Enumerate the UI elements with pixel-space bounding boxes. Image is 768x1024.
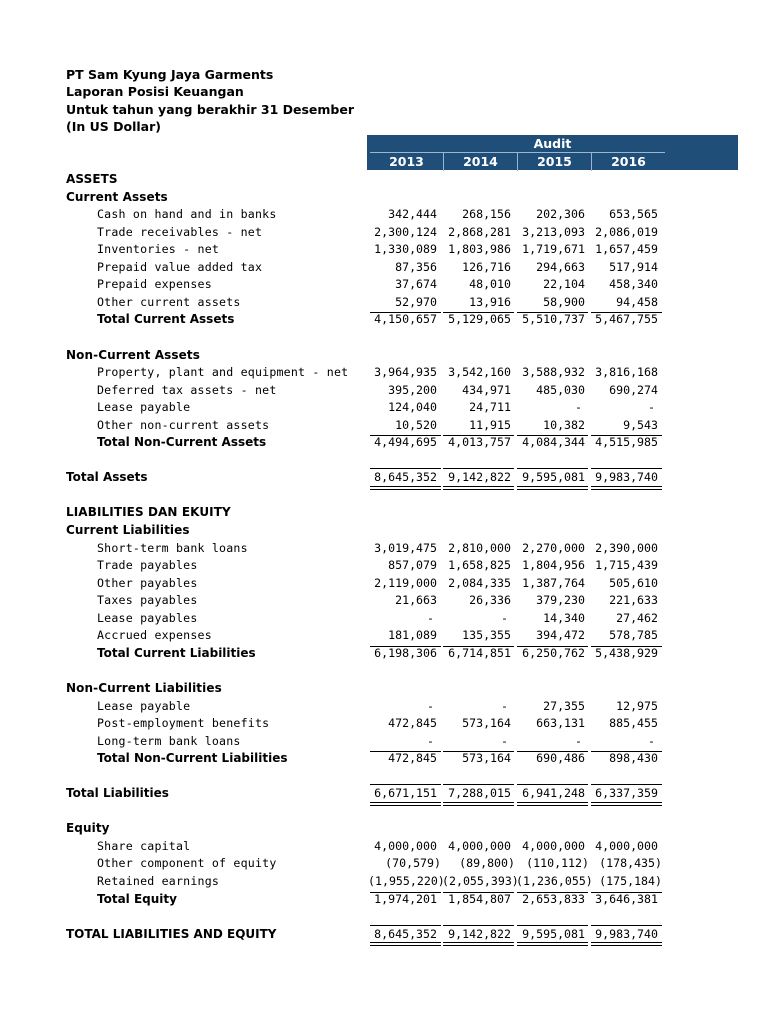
cell-2016: 578,785 bbox=[609, 628, 658, 643]
table-row bbox=[0, 873, 768, 891]
section-heading-row bbox=[0, 504, 768, 522]
subtotal-rule bbox=[591, 892, 662, 893]
total-double-rule bbox=[370, 942, 441, 946]
total-top-rule bbox=[591, 468, 662, 469]
cell-2016: 9,543 bbox=[623, 417, 658, 432]
subtotal-rule bbox=[443, 751, 514, 752]
cell-2015: 485,030 bbox=[536, 382, 585, 397]
cell-2013: 4,494,695 bbox=[374, 435, 437, 450]
subtotal-rule bbox=[517, 312, 588, 313]
cell-2016: 898,430 bbox=[609, 751, 658, 766]
total-top-rule bbox=[370, 784, 441, 785]
row-label-lease-payable: Lease payable bbox=[97, 400, 191, 415]
total-row bbox=[0, 750, 768, 768]
total-top-rule bbox=[370, 925, 441, 926]
table-row bbox=[0, 206, 768, 224]
table-row bbox=[0, 276, 768, 294]
total-row bbox=[0, 785, 768, 803]
cell-2016: 9,983,740 bbox=[595, 926, 658, 941]
cell-2015: 9,595,081 bbox=[522, 926, 585, 941]
cell-2014: 26,336 bbox=[469, 593, 511, 608]
total-double-rule bbox=[517, 942, 588, 946]
subtotal-rule bbox=[517, 892, 588, 893]
cell-2014: 2,868,281 bbox=[448, 224, 511, 239]
row-label-short-term-bank-loans: Short-term bank loans bbox=[97, 540, 248, 555]
spacer-row bbox=[0, 452, 768, 470]
section-heading-row bbox=[0, 171, 768, 189]
row-label-inventories-net: Inventories - net bbox=[97, 242, 220, 257]
audit-group-label: Audit bbox=[533, 136, 572, 151]
table-row bbox=[0, 364, 768, 382]
cell-2014: 48,010 bbox=[469, 277, 511, 292]
cell-2016: 885,455 bbox=[609, 716, 658, 731]
table-row bbox=[0, 399, 768, 417]
cell-2013: 472,845 bbox=[388, 751, 437, 766]
subtotal-rule bbox=[443, 892, 514, 893]
table-row bbox=[0, 838, 768, 856]
table-row bbox=[0, 259, 768, 277]
row-label-deferred-tax-assets-net: Deferred tax assets - net bbox=[97, 382, 277, 397]
table-row bbox=[0, 698, 768, 716]
spacer-row bbox=[0, 662, 768, 680]
cell-2014: 126,716 bbox=[462, 259, 511, 274]
table-row bbox=[0, 417, 768, 435]
cell-2016: 6,337,359 bbox=[595, 786, 658, 801]
cell-2013: - bbox=[427, 733, 434, 748]
cell-2015: 3,588,932 bbox=[522, 365, 585, 380]
cell-2013: 1,330,089 bbox=[374, 242, 437, 257]
row-label-current-assets: Current Assets bbox=[66, 189, 168, 204]
cell-2016: - bbox=[648, 400, 655, 415]
subtotal-rule bbox=[591, 312, 662, 313]
row-label-total-non-current-liabilities: Total Non-Current Liabilities bbox=[97, 751, 288, 766]
row-label-total-liabilities: Total Liabilities bbox=[66, 786, 169, 801]
subtotal-rule bbox=[443, 646, 514, 647]
table-row bbox=[0, 382, 768, 400]
cell-2013: 21,663 bbox=[395, 593, 437, 608]
cell-2015: 2,270,000 bbox=[522, 540, 585, 555]
cell-2014: 434,971 bbox=[462, 382, 511, 397]
cell-2015: 1,387,764 bbox=[522, 575, 585, 590]
cell-2013: 6,198,306 bbox=[374, 645, 437, 660]
table-row bbox=[0, 241, 768, 259]
row-label-accrued-expenses: Accrued expenses bbox=[97, 628, 212, 643]
cell-2016: 94,458 bbox=[616, 294, 658, 309]
total-double-rule bbox=[591, 942, 662, 946]
cell-2016: 27,462 bbox=[616, 610, 658, 625]
cell-2013: 472,845 bbox=[388, 716, 437, 731]
statement-title: Laporan Posisi Keuangan bbox=[66, 84, 244, 99]
cell-2013: 1,974,201 bbox=[374, 891, 437, 906]
row-label-trade-receivables-net: Trade receivables - net bbox=[97, 224, 263, 239]
subtotal-rule bbox=[517, 751, 588, 752]
row-label-property-plant-and-equipment-net: Property, plant and equipment - net bbox=[97, 365, 349, 380]
section-heading-row bbox=[0, 820, 768, 838]
row-label-other-non-current-assets: Other non-current assets bbox=[97, 417, 270, 432]
cell-2015: - bbox=[575, 733, 582, 748]
total-row bbox=[0, 891, 768, 909]
row-label-total-current-assets: Total Current Assets bbox=[97, 312, 235, 327]
cell-2014: (2,055,393) bbox=[442, 874, 519, 888]
cell-2014: 1,803,986 bbox=[448, 242, 511, 257]
cell-2014: 2,084,335 bbox=[448, 575, 511, 590]
cell-2016: 690,274 bbox=[609, 382, 658, 397]
cell-2015: 379,230 bbox=[536, 593, 585, 608]
table-row bbox=[0, 575, 768, 593]
subtotal-rule bbox=[591, 751, 662, 752]
subtotal-rule bbox=[370, 892, 441, 893]
row-label-current-liabilities: Current Liabilities bbox=[66, 523, 190, 537]
cell-2016: 2,086,019 bbox=[595, 224, 658, 239]
total-row bbox=[0, 926, 768, 944]
total-row bbox=[0, 469, 768, 487]
subtotal-rule bbox=[517, 435, 588, 436]
cell-2016: 4,515,985 bbox=[595, 435, 658, 450]
cell-2016: (178,435) bbox=[599, 856, 662, 871]
cell-2014: 573,164 bbox=[462, 751, 511, 766]
spacer-row bbox=[0, 803, 768, 821]
total-top-rule bbox=[443, 925, 514, 926]
cell-2016: 4,000,000 bbox=[595, 838, 658, 853]
table-row bbox=[0, 294, 768, 312]
row-label-equity: Equity bbox=[66, 821, 110, 836]
row-label-total-liabilities-and-equity: TOTAL LIABILITIES AND EQUITY bbox=[66, 926, 277, 941]
cell-2013: 2,119,000 bbox=[374, 575, 437, 590]
cell-2013: 10,520 bbox=[395, 417, 437, 432]
cell-2013: 857,079 bbox=[388, 558, 437, 573]
cell-2015: 5,510,737 bbox=[522, 312, 585, 327]
cell-2013: 395,200 bbox=[388, 382, 437, 397]
cell-2013: 3,019,475 bbox=[374, 540, 437, 555]
cell-2014: 9,142,822 bbox=[448, 926, 511, 941]
row-label-retained-earnings: Retained earnings bbox=[97, 874, 220, 888]
table-row bbox=[0, 855, 768, 873]
cell-2013: 8,645,352 bbox=[374, 470, 437, 485]
row-label-lease-payable: Lease payable bbox=[97, 698, 191, 713]
row-label-non-current-assets: Non-Current Assets bbox=[66, 347, 200, 362]
cell-2016: 12,975 bbox=[616, 698, 658, 713]
cell-2015: 22,104 bbox=[543, 277, 585, 292]
subtotal-rule bbox=[443, 435, 514, 436]
cell-2014: 13,916 bbox=[469, 294, 511, 309]
cell-2014: 1,658,825 bbox=[448, 558, 511, 573]
table-row bbox=[0, 627, 768, 645]
row-label-total-non-current-assets: Total Non-Current Assets bbox=[97, 435, 267, 450]
row-label-total-current-liabilities: Total Current Liabilities bbox=[97, 645, 256, 660]
cell-2014: 24,711 bbox=[469, 400, 511, 415]
subtotal-rule bbox=[443, 312, 514, 313]
cell-2016: - bbox=[648, 733, 655, 748]
cell-2015: - bbox=[575, 400, 582, 415]
cell-2015: 2,653,833 bbox=[522, 891, 585, 906]
cell-2015: 394,472 bbox=[536, 628, 585, 643]
cell-2016: 653,565 bbox=[609, 207, 658, 222]
year-header-2016: 2016 bbox=[591, 152, 665, 171]
section-heading-row bbox=[0, 189, 768, 207]
row-label-prepaid-expenses: Prepaid expenses bbox=[97, 277, 212, 292]
cell-2016: 505,610 bbox=[609, 575, 658, 590]
cell-2013: 37,674 bbox=[395, 277, 437, 292]
cell-2014: 1,854,807 bbox=[448, 891, 511, 906]
row-label-liabilities-dan-ekuity: LIABILITIES DAN EKUITY bbox=[66, 505, 231, 520]
cell-2013: 4,150,657 bbox=[374, 312, 437, 327]
cell-2016: 1,657,459 bbox=[595, 242, 658, 257]
year-header-2013: 2013 bbox=[370, 152, 443, 171]
row-label-trade-payables: Trade payables bbox=[97, 558, 198, 573]
cell-2016: 5,467,755 bbox=[595, 312, 658, 327]
cell-2014: 4,013,757 bbox=[448, 435, 511, 450]
spacer-row bbox=[0, 908, 768, 926]
total-top-rule bbox=[517, 468, 588, 469]
cell-2015: 6,250,762 bbox=[522, 645, 585, 660]
cell-2013: 4,000,000 bbox=[374, 838, 437, 853]
cell-2014: 573,164 bbox=[462, 716, 511, 731]
table-row bbox=[0, 557, 768, 575]
row-label-assets: ASSETS bbox=[66, 172, 118, 186]
cell-2015: 1,804,956 bbox=[522, 558, 585, 573]
cell-2015: 4,084,344 bbox=[522, 435, 585, 450]
cell-2014: - bbox=[501, 733, 508, 748]
year-header-2014: 2014 bbox=[443, 152, 517, 171]
row-label-post-employment-benefits: Post-employment benefits bbox=[97, 716, 270, 731]
cell-2013: - bbox=[427, 610, 434, 625]
cell-2013: 124,040 bbox=[388, 400, 437, 415]
cell-2014: 9,142,822 bbox=[448, 470, 511, 485]
cell-2015: (1,236,055) bbox=[516, 874, 593, 888]
cell-2013: 52,970 bbox=[395, 294, 437, 309]
cell-2016: 517,914 bbox=[609, 259, 658, 274]
cell-2013: - bbox=[427, 698, 434, 713]
cell-2014: 268,156 bbox=[462, 207, 511, 222]
cell-2016: 221,633 bbox=[609, 593, 658, 608]
table-row bbox=[0, 715, 768, 733]
row-label-long-term-bank-loans: Long-term bank loans bbox=[97, 733, 241, 748]
row-label-taxes-payables: Taxes payables bbox=[97, 593, 198, 608]
subtotal-rule bbox=[591, 646, 662, 647]
cell-2015: 6,941,248 bbox=[522, 786, 585, 801]
cell-2014: 3,542,160 bbox=[448, 365, 511, 380]
section-heading-row bbox=[0, 347, 768, 365]
table-row bbox=[0, 224, 768, 242]
cell-2016: 2,390,000 bbox=[595, 540, 658, 555]
cell-2014: - bbox=[501, 610, 508, 625]
cell-2013: 3,964,935 bbox=[374, 365, 437, 380]
cell-2013: (1,955,220) bbox=[368, 874, 445, 888]
subtotal-rule bbox=[517, 646, 588, 647]
cell-2014: 2,810,000 bbox=[448, 540, 511, 555]
cell-2015: 4,000,000 bbox=[522, 838, 585, 853]
cell-2013: (70,579) bbox=[385, 856, 441, 871]
cell-2015: 3,213,093 bbox=[522, 224, 585, 239]
table-row bbox=[0, 610, 768, 628]
cell-2013: 2,300,124 bbox=[374, 224, 437, 239]
subtotal-rule bbox=[370, 435, 441, 436]
cell-2015: 27,355 bbox=[543, 698, 585, 713]
row-label-non-current-liabilities: Non-Current Liabilities bbox=[66, 680, 222, 695]
row-label-total-assets: Total Assets bbox=[66, 470, 148, 485]
cell-2015: 294,663 bbox=[536, 259, 585, 274]
company-name: PT Sam Kyung Jaya Garments bbox=[66, 67, 274, 82]
cell-2016: 1,715,439 bbox=[595, 558, 658, 573]
table-row bbox=[0, 540, 768, 558]
cell-2016: 9,983,740 bbox=[595, 470, 658, 485]
row-label-lease-payables: Lease payables bbox=[97, 610, 198, 625]
table-row bbox=[0, 733, 768, 751]
subtotal-rule bbox=[591, 435, 662, 436]
cell-2015: 14,340 bbox=[543, 610, 585, 625]
cell-2015: 58,900 bbox=[543, 294, 585, 309]
total-top-rule bbox=[443, 784, 514, 785]
spacer-row bbox=[0, 768, 768, 786]
cell-2015: 663,131 bbox=[536, 716, 585, 731]
cell-2016: 458,340 bbox=[609, 277, 658, 292]
cell-2013: 181,089 bbox=[388, 628, 437, 643]
cell-2014: 6,714,851 bbox=[448, 645, 511, 660]
total-top-rule bbox=[370, 468, 441, 469]
row-label-share-capital: Share capital bbox=[97, 838, 191, 853]
cell-2014: - bbox=[501, 698, 508, 713]
cell-2013: 87,356 bbox=[395, 259, 437, 274]
cell-2013: 8,645,352 bbox=[374, 926, 437, 941]
cell-2014: 11,915 bbox=[469, 417, 511, 432]
total-top-rule bbox=[443, 468, 514, 469]
cell-2016: 3,646,381 bbox=[595, 891, 658, 906]
spacer-row bbox=[0, 487, 768, 505]
row-label-other-current-assets: Other current assets bbox=[97, 294, 241, 309]
row-label-cash-on-hand-and-in-banks: Cash on hand and in banks bbox=[97, 207, 277, 222]
cell-2014: (89,800) bbox=[459, 856, 515, 871]
cell-2014: 135,355 bbox=[462, 628, 511, 643]
year-header-2015: 2015 bbox=[517, 152, 591, 171]
total-top-rule bbox=[517, 784, 588, 785]
section-heading-row bbox=[0, 680, 768, 698]
subtotal-rule bbox=[370, 312, 441, 313]
row-label-other-payables: Other payables bbox=[97, 575, 198, 590]
statement-period: Untuk tahun yang berakhir 31 Desember bbox=[66, 102, 355, 117]
total-top-rule bbox=[517, 925, 588, 926]
row-label-prepaid-value-added-tax: Prepaid value added tax bbox=[97, 259, 263, 274]
cell-2015: 1,719,671 bbox=[522, 242, 585, 257]
total-row bbox=[0, 311, 768, 329]
total-row bbox=[0, 645, 768, 663]
currency-note: (In US Dollar) bbox=[66, 119, 161, 134]
cell-2014: 5,129,065 bbox=[448, 312, 511, 327]
cell-2015: 690,486 bbox=[536, 751, 585, 766]
table-row bbox=[0, 592, 768, 610]
cell-2016: 5,438,929 bbox=[595, 645, 658, 660]
spacer-row bbox=[0, 329, 768, 347]
subtotal-rule bbox=[370, 751, 441, 752]
total-top-rule bbox=[591, 925, 662, 926]
cell-2015: (110,112) bbox=[526, 856, 589, 871]
cell-2015: 202,306 bbox=[536, 207, 585, 222]
cell-2016: 3,816,168 bbox=[595, 365, 658, 380]
cell-2015: 10,382 bbox=[543, 417, 585, 432]
cell-2013: 342,444 bbox=[388, 207, 437, 222]
cell-2014: 7,288,015 bbox=[448, 786, 511, 801]
total-top-rule bbox=[591, 784, 662, 785]
total-row bbox=[0, 434, 768, 452]
total-double-rule bbox=[443, 942, 514, 946]
cell-2016: (175,184) bbox=[599, 874, 662, 888]
row-label-total-equity: Total Equity bbox=[97, 891, 177, 906]
cell-2015: 9,595,081 bbox=[522, 470, 585, 485]
section-heading-row bbox=[0, 522, 768, 540]
cell-2013: 6,671,151 bbox=[374, 786, 437, 801]
subtotal-rule bbox=[370, 646, 441, 647]
row-label-other-component-of-equity: Other component of equity bbox=[97, 856, 277, 871]
cell-2014: 4,000,000 bbox=[448, 838, 511, 853]
